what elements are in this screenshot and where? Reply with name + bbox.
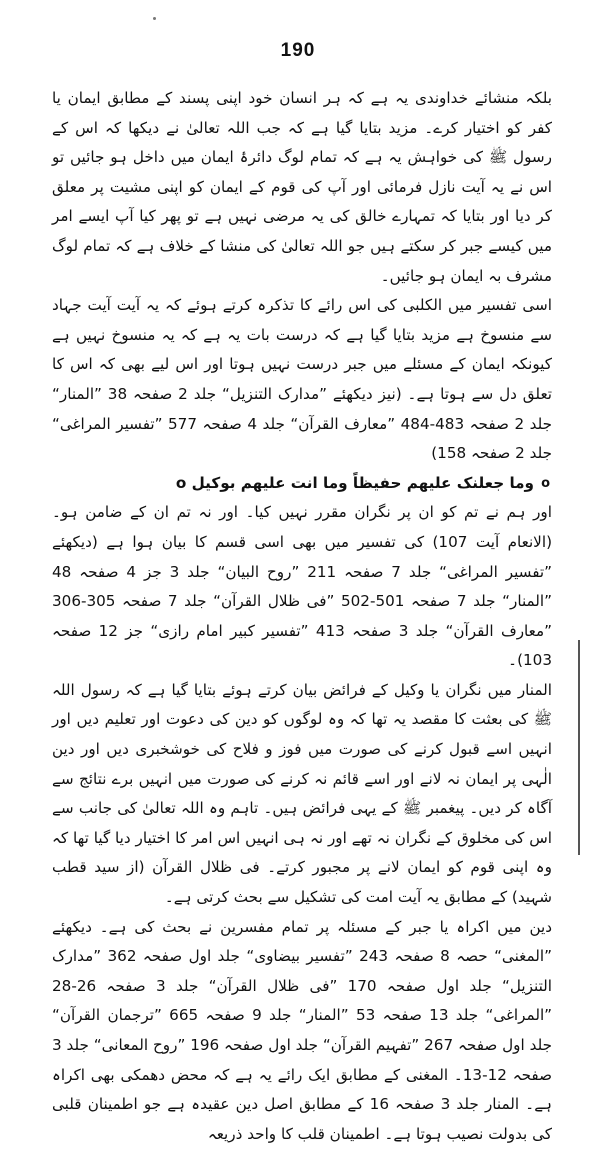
page-body [52,84,552,1149]
paragraph-3: اور ہم نے تم کو ان پر نگران مقرر نہیں کیا۔ اور نہ تم ان کے ضامن ہو۔ (الانعام آیت 107) کی تفسیر میں بھی اسی قسم کا بیان ہوا ہے (دیکھئے ”تفسیر المراغی“ جلد 7 صفحہ 211 ”روح البیان“ جلد 3 جز 4 صفحہ 48 ”المنار“ جلد 7 صفحہ 501-502 ”فی ظلال القرآن“ جلد 7 صفحہ 305-306 ”معارف القرآن“ جلد 3 صفحہ 413 ”تفسیر کبیر امام رازی“ جز 12 صفحہ 103)۔ [52,503,553,670]
verse-text: وما جعلنک علیهم حفیظاً وما انت علیهم بوکیل o [175,473,534,492]
page-number: 190 [280,40,316,61]
paragraph-4: المنار میں نگران یا وکیل کے فرائض بیان کرتے ہوئے بتایا گیا ہے کہ رسول اللہ ﷺ کی بعثت کا مقصد یہ تھا کہ وہ لوگوں کو دین کی دعوت اور تعلیم دیں اور انہیں اسے قبول کرنے کی صورت میں فوز و فلاح کی خوشخبری دیں اور دین الٰہی پر ایمان نہ لانے اور اسے قائم نہ کرنے کی صورت میں انہیں برے نتائج سے آگاہ کر دیں۔ پیغمبر ﷺ کے یہی فرائض ہیں۔ تاہم وہ اللہ تعالیٰ کی جانب سے اس کی مخلوق کے نگران نہ تھے اور نہ ہی انہیں اس امر کا اختیار دیا گیا تھا کہ وہ اپنی قوم کو ایمان لانے پر مجبور کرتے۔ فی ظلال القرآن (از سید قطب شہید) کے مطابق یہ آیت امت کی تشکیل سے بحث کرتی ہے۔ [52,680,552,907]
verse-bullet: o [541,475,550,491]
paragraph-2: اسی تفسیر میں الکلبی کی اس رائے کا تذکرہ کرتے ہوئے کہ یہ آیت آیت جہاد سے منسوخ ہے مزید بتایا گیا ہے کہ درست بات یہ ہے کہ یہ منسوخ نہیں ہے کیونکہ ایمان کے مسئلے میں جبر درست نہیں ہوتا اور اس لیے بھی کہ اس کا تعلق دل سے ہوتا ہے۔ (نیز دیکھئے ”مدارک التنزیل“ جلد 2 صفحہ 38 ”المنار“ جلد 2 صفحہ 483-484 ”معارف القرآن“ جلد 4 صفحہ 577 ”تفسیر المراغی“ جلد 2 صفحہ 158) [52,296,553,463]
paragraph-5: دین میں اکراہ یا جبر کے مسئلہ پر تمام مفسرین نے بحث کی ہے۔ دیکھئے ”المغنی“ حصہ 8 صفحہ 243 ”تفسیر بیضاوی“ جلد اول صفحہ 362 ”مدارک التنزیل“ جلد اول صفحہ 170 ”فی ظلال القرآن“ جلد 3 صفحہ 26-28 ”المراغی“ جلد 13 صفحہ 53 ”المنار“ جلد 9 صفحہ 665 ”ترجمان القرآن“ جلد اول صفحہ 267 ”تفہیم القرآن“ جلد اول صفحہ 196 ”روح المعانی“ جلد 3 صفحہ 12-13۔ المغنی کے مطابق ایک رائے یہ ہے کہ محض دھمکی بھی اکراہ ہے۔ المنار جلد 3 صفحہ 16 کے مطابق اصل دین عقیدہ ہے جو اطمینان قلبی کی بدولت نصیب ہوتا ہے۔ اطمینان قلب کا واحد ذریعہ [52,917,553,1143]
margin-rule [578,640,580,855]
quranic-verse [52,469,552,499]
scan-speck [153,17,156,20]
paragraph-1: بلکہ منشائے خداوندی یہ ہے کہ ہر انسان خود اپنی پسند کے مطابق ایمان یا کفر کو اختیار کرے۔ مزید بتایا گیا ہے کہ جب اللہ تعالیٰ نے دیکھا کہ اس کے رسول ﷺ کی خواہش یہ ہے کہ تمام لوگ دائرۂ ایمان میں داخل ہو جائیں تو اس نے یہ آیت نازل فرمائی اور آپ کی قوم کے ایمان کو اپنی مشیت پر معلق کر دیا اور بتایا کہ تمہارے خالق کی یہ مرضی نہیں ہے تو پھر کیا آپ ایسے امر میں کیسے جبر کر سکتے ہیں جو اللہ تعالیٰ کی منشا کے خلاف ہے کہ تمام لوگ مشرف بہ ایمان ہو جائیں۔ [52,89,552,285]
